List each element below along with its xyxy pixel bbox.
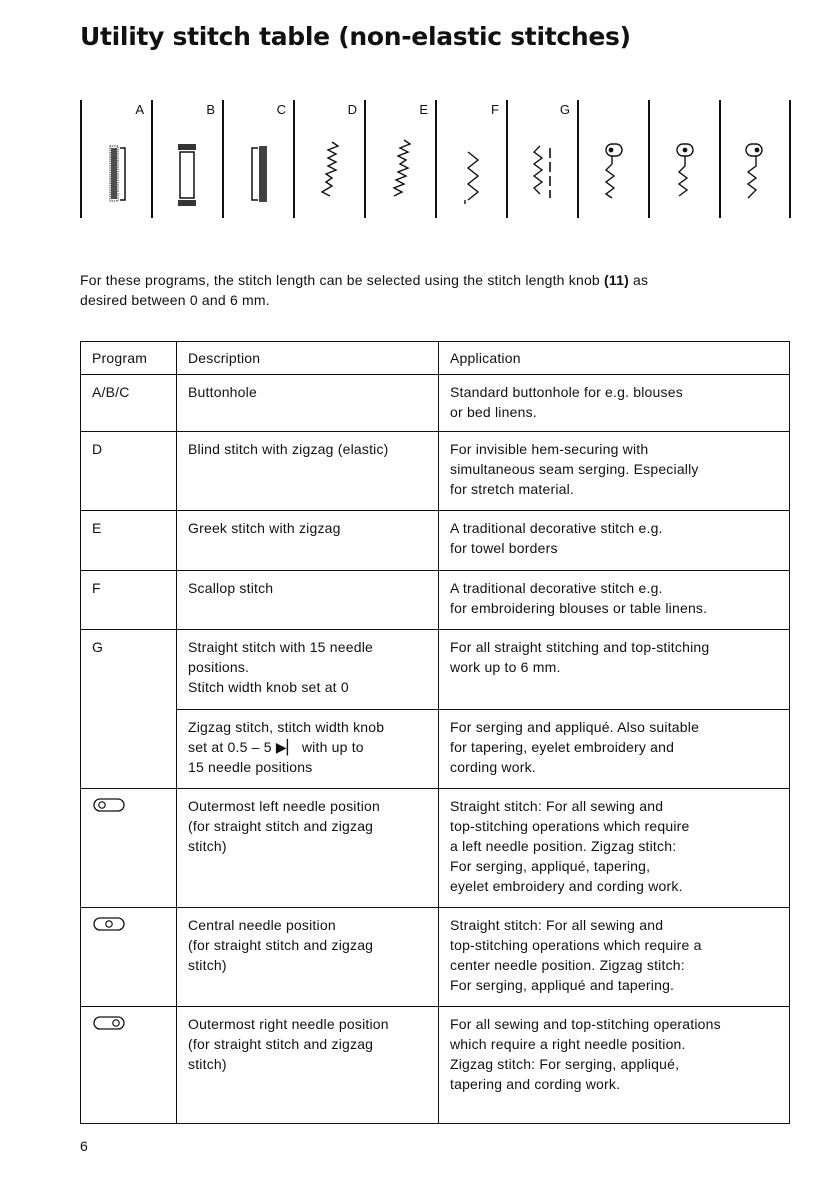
- description-cell: Central needle position (for straight stitch and zigzag stitch): [177, 908, 439, 1007]
- divider: [577, 100, 579, 218]
- description-cell: Scallop stitch: [177, 571, 439, 630]
- description-cell: Greek stitch with zigzag: [177, 511, 439, 571]
- table-row: [81, 789, 790, 908]
- application-cell: Straight stitch: For all sewing and top-stitching operations which require a left needle position. Zigzag stitch: For serging, appliqué, tapering, eyelet embroidery and cording work.: [439, 789, 790, 908]
- description-cell: Buttonhole: [177, 375, 439, 432]
- stitch-letter-a: A: [135, 102, 144, 117]
- program-cell: E: [81, 511, 177, 571]
- divider: [80, 100, 82, 218]
- center-needle-position-icon: [669, 126, 701, 212]
- program-cell: F: [81, 571, 177, 630]
- left-needle-position-icon: [598, 126, 630, 212]
- program-cell: [81, 789, 177, 908]
- application-cell: Standard buttonhole for e.g. blouses or bed linens.: [439, 375, 790, 432]
- description-cell: Straight stitch with 15 needle positions. Stitch width knob set at 0: [177, 630, 439, 710]
- buttonhole-right-bead-icon: [245, 126, 275, 212]
- application-cell: For serging and appliqué. Also suitable for tapering, eyelet embroidery and cording work.: [439, 710, 790, 789]
- stitch-letter-c: C: [276, 102, 286, 117]
- description-cell: Outermost right needle position (for straight stitch and zigzag stitch): [177, 1007, 439, 1124]
- description-cell: Outermost left needle position (for straight stitch and zigzag stitch): [177, 789, 439, 908]
- table-row: [81, 1007, 790, 1124]
- page-title: Utility stitch table (non-elastic stitches): [80, 22, 631, 51]
- table-row: [81, 908, 790, 1007]
- divider: [506, 100, 508, 218]
- stitch-letter-g: G: [559, 102, 570, 117]
- buttonhole-left-bead-icon: [104, 126, 134, 212]
- page-number: 6: [80, 1138, 88, 1154]
- divider: [648, 100, 650, 218]
- program-cell: G: [81, 630, 177, 789]
- right-needle-position-icon: [738, 126, 770, 212]
- divider: [364, 100, 366, 218]
- intro-paragraph: For these programs, the stitch length can be selected using the stitch length knob (11) as desired between 0 and 6 mm.: [80, 272, 649, 308]
- table-header-row: [81, 342, 790, 375]
- divider: [789, 100, 791, 218]
- description-cell: Zigzag stitch, stitch width knob set at 0.5 – 5 ▶▏ with up to 15 needle positions: [177, 710, 439, 789]
- application-cell: For all straight stitching and top-stitching work up to 6 mm.: [439, 630, 790, 710]
- header-application: Application: [439, 342, 790, 375]
- left-needle-position-icon: [92, 796, 128, 814]
- program-table: [80, 341, 790, 1124]
- table-row: [81, 630, 790, 710]
- stitch-strip: [80, 100, 790, 218]
- application-cell: For invisible hem-securing with simultaneous seam serging. Especially for stretch material.: [439, 432, 790, 511]
- application-cell: A traditional decorative stitch e.g. for towel borders: [439, 511, 790, 571]
- divider: [293, 100, 295, 218]
- header-program: Program: [81, 342, 177, 375]
- center-needle-position-icon: [92, 915, 128, 933]
- header-description: Description: [177, 342, 439, 375]
- table-row: [81, 432, 790, 511]
- program-cell: D: [81, 432, 177, 511]
- divider: [435, 100, 437, 218]
- knob-reference: (11): [604, 272, 629, 288]
- stitch-letter-b: B: [206, 102, 215, 117]
- table-row: [81, 375, 790, 432]
- right-needle-position-icon: [92, 1014, 128, 1032]
- application-cell: For all sewing and top-stitching operations which require a right needle position. Zigzag stitch: For serging, appliqué, tapering and cording work.: [439, 1007, 790, 1124]
- table-row: [81, 571, 790, 630]
- program-cell: A/B/C: [81, 375, 177, 432]
- stitch-letter-d: D: [347, 102, 357, 117]
- table-row: [81, 511, 790, 571]
- program-cell: [81, 1007, 177, 1124]
- straight-zigzag-icon: [528, 126, 558, 212]
- divider: [222, 100, 224, 218]
- greek-stitch-icon: [386, 126, 416, 212]
- stitch-letter-f: F: [491, 102, 499, 117]
- application-cell: A traditional decorative stitch e.g. for embroidering blouses or table linens.: [439, 571, 790, 630]
- divider: [151, 100, 153, 218]
- scallop-stitch-icon: [458, 126, 488, 212]
- description-cell: Blind stitch with zigzag (elastic): [177, 432, 439, 511]
- stitch-letter-e: E: [419, 102, 428, 117]
- divider: [719, 100, 721, 218]
- program-cell: [81, 908, 177, 1007]
- blind-stitch-icon: [316, 126, 346, 212]
- application-cell: Straight stitch: For all sewing and top-stitching operations which require a center needle position. Zigzag stitch: For serging, appliqué and tapering.: [439, 908, 790, 1007]
- buttonhole-bartack-icon: [174, 126, 204, 212]
- table-row: [81, 710, 790, 789]
